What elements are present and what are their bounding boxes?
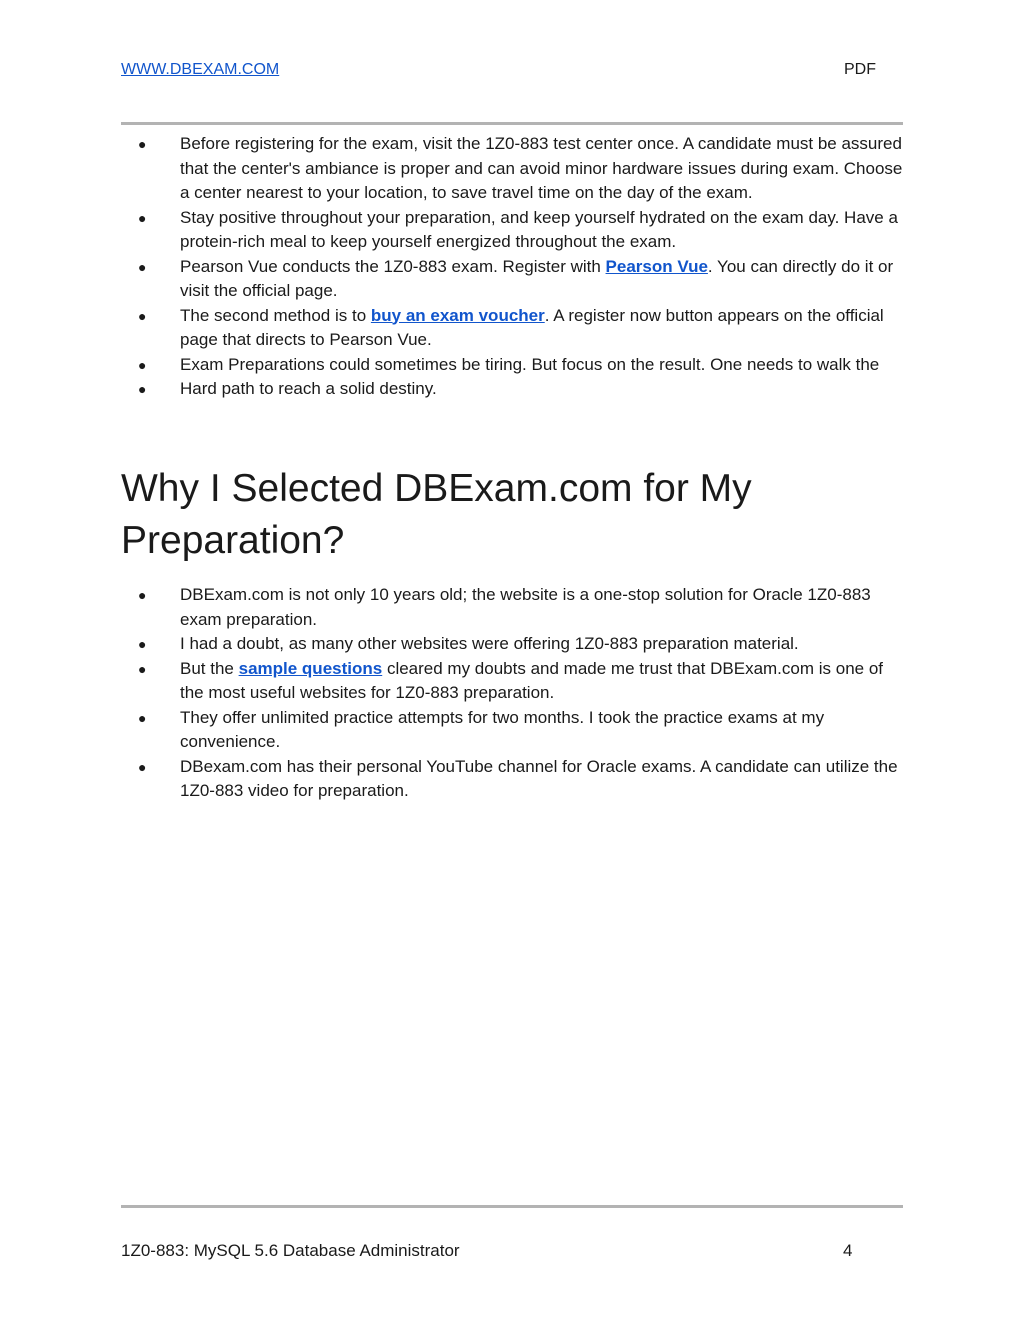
list-item: [121, 206, 911, 255]
pearson-vue-link[interactable]: Pearson Vue: [605, 256, 708, 276]
list-item: [121, 706, 911, 755]
list-item: [121, 255, 911, 304]
bullet-icon: ●: [138, 758, 147, 775]
header-site-link[interactable]: WWW.DBEXAM.COM: [121, 61, 280, 78]
list-item: [121, 583, 911, 632]
footer-document-title: 1Z0-883: MySQL 5.6 Database Administrator: [121, 1241, 460, 1260]
bullet-icon: ●: [138, 709, 147, 726]
list-item-text-post: . A register now button appears on the official page that directs to Pearson Vue.: [180, 305, 884, 349]
list-item-text: Before registering for the exam, visit the 1Z0-883 test center once. A candidate must be assured that the center's ambiance is proper and can avoid minor hardware issues during exam. Choose a center nearest to your location, to save travel time on the day of the exam.: [180, 134, 903, 202]
list-item-text: Stay positive throughout your preparation, and keep yourself hydrated on the exam day. Have a protein-rich meal to keep yourself energized throughout the exam.: [180, 207, 898, 251]
bullet-icon: ●: [138, 136, 147, 152]
list-item: [121, 657, 911, 706]
bullet-icon: ●: [138, 258, 147, 275]
list-item: [121, 755, 911, 804]
reasons-bullet-list: [121, 583, 911, 804]
list-item-text-pre: The second method is to: [180, 305, 371, 325]
section-heading: Why I Selected DBExam.com for My Preparation?: [121, 467, 752, 562]
list-item: [121, 132, 911, 206]
footer-page-number: 4: [843, 1241, 853, 1260]
header-pdf-label: PDF: [844, 61, 876, 78]
bullet-icon: ●: [138, 307, 147, 324]
bullet-icon: ●: [138, 356, 147, 373]
list-item-text: Exam Preparations could sometimes be tiring. But focus on the result. One needs to walk the: [180, 354, 880, 374]
bullet-icon: ●: [138, 381, 147, 397]
list-item-text: Hard path to reach a solid destiny.: [180, 379, 437, 398]
bullet-icon: ●: [138, 587, 147, 603]
list-item: [121, 304, 911, 353]
list-item: [121, 353, 911, 378]
list-item: [121, 377, 911, 402]
list-item: [121, 632, 911, 657]
list-item-text-pre: Pearson Vue conducts the 1Z0-883 exam. Register with: [180, 256, 606, 276]
bullet-icon: ●: [138, 209, 147, 226]
footer-divider: [121, 1205, 903, 1208]
list-item-text: They offer unlimited practice attempts for two months. I took the practice exams at my convenience.: [180, 707, 825, 751]
list-item-text-post: . You can directly do it or visit the official page.: [180, 256, 894, 300]
tips-bullet-list: [121, 132, 911, 402]
list-item-text-pre: But the: [180, 658, 239, 678]
list-item-text: I had a doubt, as many other websites were offering 1Z0-883 preparation material.: [180, 634, 799, 653]
list-item-text: DBexam.com has their personal YouTube channel for Oracle exams. A candidate can utilize the 1Z0-883 video for preparation.: [180, 756, 898, 800]
buy-exam-voucher-link[interactable]: buy an exam voucher: [370, 305, 545, 325]
list-item-text-post: cleared my doubts and made me trust that DBExam.com is one of the most useful websites for 1Z0-883 preparation.: [180, 658, 884, 702]
header-divider: [121, 122, 903, 125]
bullet-icon: ●: [138, 636, 147, 652]
sample-questions-link[interactable]: sample questions: [238, 658, 383, 678]
list-item-text: DBExam.com is not only 10 years old; the website is a one-stop solution for Oracle 1Z0-883 exam preparation.: [180, 585, 871, 629]
bullet-icon: ●: [138, 660, 147, 677]
